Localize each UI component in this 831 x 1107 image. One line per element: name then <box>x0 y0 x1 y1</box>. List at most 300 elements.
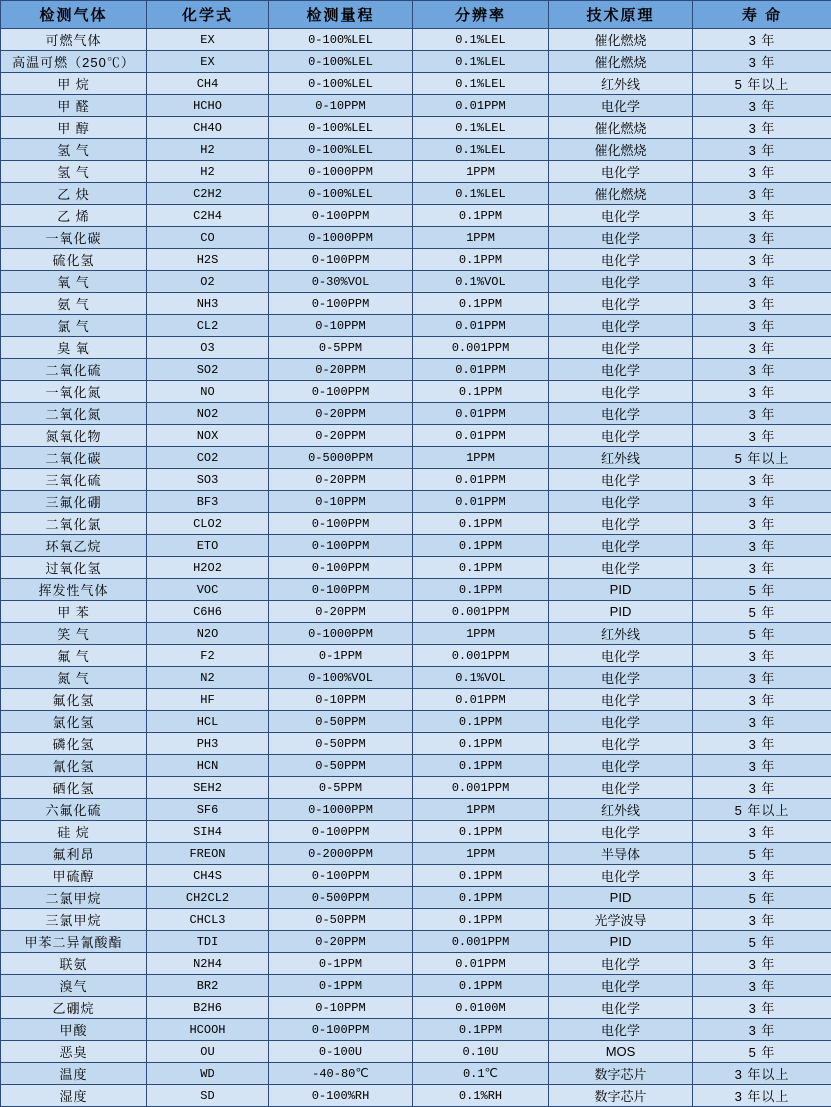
cell-chemical-formula: TDI <box>147 931 269 953</box>
cell-technology-principle: 催化燃烧 <box>549 139 693 161</box>
table-row <box>1 623 831 645</box>
cell-resolution: 0.01PPM <box>413 315 549 337</box>
cell-gas-name: 环氧乙烷 <box>1 535 147 557</box>
cell-chemical-formula: N2O <box>147 623 269 645</box>
cell-chemical-formula: SD <box>147 1085 269 1107</box>
cell-lifespan: 3 年 <box>693 821 831 843</box>
table-row <box>1 557 831 579</box>
table-row <box>1 95 831 117</box>
cell-lifespan: 3 年 <box>693 183 831 205</box>
table-row <box>1 293 831 315</box>
table-row <box>1 227 831 249</box>
cell-detection-range: 0-20PPM <box>269 469 413 491</box>
table-row <box>1 161 831 183</box>
cell-chemical-formula: C6H6 <box>147 601 269 623</box>
cell-gas-name: 氮氧化物 <box>1 425 147 447</box>
cell-technology-principle: 光学波导 <box>549 909 693 931</box>
cell-detection-range: 0-100PPM <box>269 821 413 843</box>
cell-technology-principle: 电化学 <box>549 359 693 381</box>
cell-detection-range: 0-100PPM <box>269 865 413 887</box>
cell-detection-range: 0-100%LEL <box>269 183 413 205</box>
cell-resolution: 0.1%VOL <box>413 667 549 689</box>
cell-chemical-formula: C2H4 <box>147 205 269 227</box>
cell-gas-name: 六氟化硫 <box>1 799 147 821</box>
cell-resolution: 0.01PPM <box>413 491 549 513</box>
cell-detection-range: 0-100PPM <box>269 513 413 535</box>
cell-detection-range: 0-1000PPM <box>269 623 413 645</box>
cell-lifespan: 3 年 <box>693 117 831 139</box>
table-header-row <box>1 1 831 29</box>
cell-technology-principle: 电化学 <box>549 403 693 425</box>
cell-lifespan: 5 年 <box>693 843 831 865</box>
cell-technology-principle: 电化学 <box>549 425 693 447</box>
cell-resolution: 0.1PPM <box>413 557 549 579</box>
cell-gas-name: 氯化氢 <box>1 711 147 733</box>
cell-lifespan: 5 年 <box>693 1041 831 1063</box>
cell-technology-principle: 催化燃烧 <box>549 183 693 205</box>
cell-lifespan: 3 年 <box>693 161 831 183</box>
cell-resolution: 0.01PPM <box>413 95 549 117</box>
cell-lifespan: 5 年以上 <box>693 447 831 469</box>
cell-chemical-formula: HCOOH <box>147 1019 269 1041</box>
table-row <box>1 117 831 139</box>
cell-technology-principle: 数字芯片 <box>549 1085 693 1107</box>
cell-technology-principle: 半导体 <box>549 843 693 865</box>
cell-chemical-formula: BR2 <box>147 975 269 997</box>
cell-detection-range: 0-100U <box>269 1041 413 1063</box>
cell-resolution: 0.1PPM <box>413 887 549 909</box>
cell-technology-principle: 电化学 <box>549 997 693 1019</box>
cell-chemical-formula: NOX <box>147 425 269 447</box>
cell-lifespan: 3 年 <box>693 513 831 535</box>
cell-lifespan: 5 年 <box>693 601 831 623</box>
cell-lifespan: 3 年 <box>693 315 831 337</box>
cell-chemical-formula: BF3 <box>147 491 269 513</box>
table-row <box>1 667 831 689</box>
cell-detection-range: 0-20PPM <box>269 359 413 381</box>
cell-detection-range: 0-100%LEL <box>269 73 413 95</box>
cell-technology-principle: 电化学 <box>549 865 693 887</box>
cell-lifespan: 3 年 <box>693 469 831 491</box>
cell-chemical-formula: CH4 <box>147 73 269 95</box>
table-row <box>1 645 831 667</box>
cell-lifespan: 5 年 <box>693 931 831 953</box>
cell-gas-name: 乙硼烷 <box>1 997 147 1019</box>
cell-resolution: 1PPM <box>413 161 549 183</box>
table-row <box>1 909 831 931</box>
cell-gas-name: 二氯甲烷 <box>1 887 147 909</box>
cell-chemical-formula: CLO2 <box>147 513 269 535</box>
cell-gas-name: 磷化氢 <box>1 733 147 755</box>
cell-resolution: 0.1%LEL <box>413 29 549 51</box>
cell-gas-name: 溴气 <box>1 975 147 997</box>
table-row <box>1 821 831 843</box>
table-row <box>1 579 831 601</box>
table-row <box>1 403 831 425</box>
cell-lifespan: 3 年 <box>693 425 831 447</box>
cell-resolution: 0.01PPM <box>413 359 549 381</box>
cell-resolution: 0.1PPM <box>413 579 549 601</box>
table-row <box>1 73 831 95</box>
cell-technology-principle: 催化燃烧 <box>549 29 693 51</box>
cell-lifespan: 3 年 <box>693 645 831 667</box>
cell-gas-name: 乙 烯 <box>1 205 147 227</box>
table-row <box>1 249 831 271</box>
cell-lifespan: 3 年 <box>693 205 831 227</box>
table-row <box>1 975 831 997</box>
cell-technology-principle: 电化学 <box>549 1019 693 1041</box>
cell-gas-name: 一氧化碳 <box>1 227 147 249</box>
cell-technology-principle: MOS <box>549 1041 693 1063</box>
cell-technology-principle: PID <box>549 579 693 601</box>
cell-technology-principle: 催化燃烧 <box>549 51 693 73</box>
cell-gas-name: 氢 气 <box>1 139 147 161</box>
cell-lifespan: 3 年 <box>693 51 831 73</box>
cell-lifespan: 3 年 <box>693 271 831 293</box>
cell-detection-range: 0-100%RH <box>269 1085 413 1107</box>
table-row <box>1 469 831 491</box>
cell-lifespan: 3 年 <box>693 403 831 425</box>
cell-resolution: 0.1%RH <box>413 1085 549 1107</box>
cell-lifespan: 3 年 <box>693 491 831 513</box>
cell-detection-range: 0-1PPM <box>269 953 413 975</box>
cell-chemical-formula: H2S <box>147 249 269 271</box>
cell-resolution: 0.001PPM <box>413 645 549 667</box>
cell-lifespan: 3 年 <box>693 381 831 403</box>
cell-lifespan: 3 年 <box>693 711 831 733</box>
cell-gas-name: 氟化氢 <box>1 689 147 711</box>
cell-gas-name: 氧 气 <box>1 271 147 293</box>
cell-gas-name: 氨 气 <box>1 293 147 315</box>
cell-resolution: 1PPM <box>413 799 549 821</box>
table-row <box>1 359 831 381</box>
cell-detection-range: 0-100PPM <box>269 535 413 557</box>
cell-chemical-formula: FREON <box>147 843 269 865</box>
table-row <box>1 865 831 887</box>
cell-detection-range: 0-10PPM <box>269 689 413 711</box>
cell-gas-name: 甲 苯 <box>1 601 147 623</box>
cell-resolution: 0.1PPM <box>413 381 549 403</box>
table-row <box>1 601 831 623</box>
cell-gas-name: 甲硫醇 <box>1 865 147 887</box>
cell-resolution: 0.1%VOL <box>413 271 549 293</box>
table-row <box>1 139 831 161</box>
cell-resolution: 0.01PPM <box>413 403 549 425</box>
cell-technology-principle: 电化学 <box>549 953 693 975</box>
cell-gas-name: 氰化氢 <box>1 755 147 777</box>
cell-resolution: 0.1PPM <box>413 293 549 315</box>
column-header-principle: 技术原理 <box>549 1 693 29</box>
cell-detection-range: 0-100PPM <box>269 249 413 271</box>
cell-lifespan: 3 年 <box>693 777 831 799</box>
cell-chemical-formula: B2H6 <box>147 997 269 1019</box>
cell-detection-range: 0-100PPM <box>269 205 413 227</box>
cell-detection-range: 0-2000PPM <box>269 843 413 865</box>
cell-resolution: 0.1%LEL <box>413 73 549 95</box>
cell-technology-principle: 电化学 <box>549 711 693 733</box>
cell-lifespan: 3 年 <box>693 29 831 51</box>
cell-chemical-formula: VOC <box>147 579 269 601</box>
cell-resolution: 1PPM <box>413 843 549 865</box>
cell-lifespan: 3 年以上 <box>693 1085 831 1107</box>
cell-detection-range: 0-100PPM <box>269 579 413 601</box>
cell-resolution: 0.1PPM <box>413 865 549 887</box>
cell-technology-principle: 电化学 <box>549 491 693 513</box>
table-row <box>1 1041 831 1063</box>
cell-technology-principle: 电化学 <box>549 689 693 711</box>
cell-chemical-formula: HF <box>147 689 269 711</box>
cell-lifespan: 3 年 <box>693 359 831 381</box>
cell-resolution: 0.1PPM <box>413 513 549 535</box>
cell-resolution: 0.1%LEL <box>413 139 549 161</box>
cell-detection-range: 0-50PPM <box>269 909 413 931</box>
cell-chemical-formula: H2 <box>147 161 269 183</box>
cell-chemical-formula: CH2CL2 <box>147 887 269 909</box>
cell-chemical-formula: CHCL3 <box>147 909 269 931</box>
table-row <box>1 887 831 909</box>
cell-gas-name: 联氨 <box>1 953 147 975</box>
table-row <box>1 535 831 557</box>
cell-chemical-formula: EX <box>147 29 269 51</box>
column-header-lifespan: 寿 命 <box>693 1 831 29</box>
cell-technology-principle: 电化学 <box>549 315 693 337</box>
cell-resolution: 0.001PPM <box>413 777 549 799</box>
table-row <box>1 777 831 799</box>
cell-gas-name: 硅 烷 <box>1 821 147 843</box>
table-row <box>1 1085 831 1107</box>
cell-gas-name: 温度 <box>1 1063 147 1085</box>
cell-detection-range: 0-1000PPM <box>269 227 413 249</box>
cell-detection-range: 0-1PPM <box>269 645 413 667</box>
cell-gas-name: 硒化氢 <box>1 777 147 799</box>
cell-gas-name: 氟利昂 <box>1 843 147 865</box>
cell-chemical-formula: N2 <box>147 667 269 689</box>
table-header <box>1 1 831 29</box>
cell-technology-principle: 红外线 <box>549 73 693 95</box>
cell-chemical-formula: HCN <box>147 755 269 777</box>
cell-detection-range: 0-100%LEL <box>269 29 413 51</box>
table-row <box>1 997 831 1019</box>
cell-gas-name: 硫化氢 <box>1 249 147 271</box>
cell-chemical-formula: O2 <box>147 271 269 293</box>
cell-lifespan: 3 年 <box>693 755 831 777</box>
cell-detection-range: 0-1000PPM <box>269 799 413 821</box>
cell-gas-name: 甲酸 <box>1 1019 147 1041</box>
cell-chemical-formula: CL2 <box>147 315 269 337</box>
table-row <box>1 381 831 403</box>
table-row <box>1 843 831 865</box>
cell-gas-name: 甲 醇 <box>1 117 147 139</box>
cell-technology-principle: 电化学 <box>549 381 693 403</box>
cell-gas-name: 乙 炔 <box>1 183 147 205</box>
table-body <box>1 29 831 1107</box>
cell-lifespan: 3 年 <box>693 997 831 1019</box>
table-row <box>1 271 831 293</box>
cell-technology-principle: 电化学 <box>549 821 693 843</box>
cell-gas-name: 湿度 <box>1 1085 147 1107</box>
table-row <box>1 425 831 447</box>
cell-resolution: 0.1PPM <box>413 755 549 777</box>
cell-technology-principle: PID <box>549 887 693 909</box>
cell-chemical-formula: SIH4 <box>147 821 269 843</box>
cell-technology-principle: 电化学 <box>549 161 693 183</box>
cell-lifespan: 3 年 <box>693 975 831 997</box>
table-row <box>1 337 831 359</box>
cell-lifespan: 5 年以上 <box>693 799 831 821</box>
cell-resolution: 0.01PPM <box>413 689 549 711</box>
column-header-gas: 检测气体 <box>1 1 147 29</box>
cell-detection-range: 0-20PPM <box>269 931 413 953</box>
cell-chemical-formula: PH3 <box>147 733 269 755</box>
cell-detection-range: 0-100PPM <box>269 1019 413 1041</box>
cell-technology-principle: 电化学 <box>549 271 693 293</box>
cell-detection-range: -40-80℃ <box>269 1063 413 1085</box>
cell-resolution: 0.0100M <box>413 997 549 1019</box>
cell-chemical-formula: H2O2 <box>147 557 269 579</box>
table-row <box>1 513 831 535</box>
table-row <box>1 733 831 755</box>
table-row <box>1 953 831 975</box>
cell-gas-name: 可燃气体 <box>1 29 147 51</box>
cell-gas-name: 过氧化氢 <box>1 557 147 579</box>
cell-lifespan: 3 年 <box>693 667 831 689</box>
cell-gas-name: 二氧化氯 <box>1 513 147 535</box>
cell-detection-range: 0-10PPM <box>269 315 413 337</box>
cell-lifespan: 3 年 <box>693 95 831 117</box>
cell-technology-principle: 电化学 <box>549 95 693 117</box>
cell-detection-range: 0-100%LEL <box>269 139 413 161</box>
cell-lifespan: 3 年 <box>693 689 831 711</box>
cell-gas-name: 臭 氧 <box>1 337 147 359</box>
cell-resolution: 0.1%LEL <box>413 51 549 73</box>
cell-chemical-formula: CO <box>147 227 269 249</box>
cell-gas-name: 氟 气 <box>1 645 147 667</box>
cell-detection-range: 0-100%LEL <box>269 51 413 73</box>
cell-technology-principle: 电化学 <box>549 975 693 997</box>
cell-detection-range: 0-20PPM <box>269 403 413 425</box>
cell-detection-range: 0-500PPM <box>269 887 413 909</box>
cell-chemical-formula: CO2 <box>147 447 269 469</box>
cell-gas-name: 氯 气 <box>1 315 147 337</box>
cell-lifespan: 5 年 <box>693 579 831 601</box>
table-row <box>1 755 831 777</box>
cell-resolution: 0.1%LEL <box>413 117 549 139</box>
cell-gas-name: 三氧化硫 <box>1 469 147 491</box>
cell-lifespan: 3 年以上 <box>693 1063 831 1085</box>
cell-gas-name: 甲 醛 <box>1 95 147 117</box>
cell-resolution: 1PPM <box>413 227 549 249</box>
cell-resolution: 0.001PPM <box>413 601 549 623</box>
cell-technology-principle: 电化学 <box>549 557 693 579</box>
cell-technology-principle: 红外线 <box>549 447 693 469</box>
cell-chemical-formula: OU <box>147 1041 269 1063</box>
cell-gas-name: 高温可燃（250℃） <box>1 51 147 73</box>
cell-resolution: 0.1PPM <box>413 711 549 733</box>
cell-resolution: 0.1%LEL <box>413 183 549 205</box>
cell-technology-principle: 催化燃烧 <box>549 117 693 139</box>
cell-resolution: 0.1PPM <box>413 733 549 755</box>
cell-technology-principle: 电化学 <box>549 513 693 535</box>
cell-lifespan: 5 年 <box>693 623 831 645</box>
cell-detection-range: 0-50PPM <box>269 711 413 733</box>
cell-resolution: 1PPM <box>413 623 549 645</box>
cell-detection-range: 0-10PPM <box>269 997 413 1019</box>
cell-detection-range: 0-50PPM <box>269 755 413 777</box>
cell-lifespan: 3 年 <box>693 1019 831 1041</box>
cell-lifespan: 3 年 <box>693 953 831 975</box>
cell-technology-principle: 电化学 <box>549 777 693 799</box>
cell-detection-range: 0-100%VOL <box>269 667 413 689</box>
cell-gas-name: 二氧化氮 <box>1 403 147 425</box>
cell-detection-range: 0-100PPM <box>269 557 413 579</box>
cell-resolution: 0.1PPM <box>413 205 549 227</box>
cell-resolution: 0.01PPM <box>413 425 549 447</box>
cell-detection-range: 0-20PPM <box>269 601 413 623</box>
table-row <box>1 689 831 711</box>
cell-resolution: 0.1PPM <box>413 535 549 557</box>
cell-technology-principle: 红外线 <box>549 799 693 821</box>
cell-technology-principle: 电化学 <box>549 293 693 315</box>
cell-detection-range: 0-5000PPM <box>269 447 413 469</box>
cell-gas-name: 二氧化碳 <box>1 447 147 469</box>
cell-chemical-formula: WD <box>147 1063 269 1085</box>
cell-technology-principle: 电化学 <box>549 337 693 359</box>
cell-detection-range: 0-1000PPM <box>269 161 413 183</box>
cell-resolution: 0.1PPM <box>413 1019 549 1041</box>
cell-lifespan: 3 年 <box>693 227 831 249</box>
cell-detection-range: 0-1PPM <box>269 975 413 997</box>
cell-resolution: 0.10U <box>413 1041 549 1063</box>
table-row <box>1 447 831 469</box>
cell-technology-principle: PID <box>549 601 693 623</box>
cell-technology-principle: 电化学 <box>549 667 693 689</box>
cell-chemical-formula: N2H4 <box>147 953 269 975</box>
cell-chemical-formula: O3 <box>147 337 269 359</box>
cell-technology-principle: 电化学 <box>549 733 693 755</box>
table-row <box>1 205 831 227</box>
cell-resolution: 0.1℃ <box>413 1063 549 1085</box>
cell-gas-name: 氢 气 <box>1 161 147 183</box>
table-row <box>1 315 831 337</box>
cell-resolution: 0.1PPM <box>413 821 549 843</box>
table-row <box>1 711 831 733</box>
cell-chemical-formula: EX <box>147 51 269 73</box>
cell-chemical-formula: H2 <box>147 139 269 161</box>
cell-gas-name: 一氧化氮 <box>1 381 147 403</box>
cell-lifespan: 3 年 <box>693 535 831 557</box>
cell-technology-principle: 电化学 <box>549 645 693 667</box>
cell-detection-range: 0-100%LEL <box>269 117 413 139</box>
cell-lifespan: 3 年 <box>693 337 831 359</box>
cell-chemical-formula: NO <box>147 381 269 403</box>
cell-lifespan: 3 年 <box>693 733 831 755</box>
cell-chemical-formula: ETO <box>147 535 269 557</box>
cell-chemical-formula: SO2 <box>147 359 269 381</box>
cell-chemical-formula: SEH2 <box>147 777 269 799</box>
cell-lifespan: 3 年 <box>693 249 831 271</box>
cell-lifespan: 3 年 <box>693 293 831 315</box>
cell-gas-name: 挥发性气体 <box>1 579 147 601</box>
cell-resolution: 0.1PPM <box>413 909 549 931</box>
cell-gas-name: 二氧化硫 <box>1 359 147 381</box>
cell-lifespan: 3 年 <box>693 139 831 161</box>
cell-lifespan: 3 年 <box>693 909 831 931</box>
cell-technology-principle: 电化学 <box>549 755 693 777</box>
column-header-formula: 化学式 <box>147 1 269 29</box>
cell-detection-range: 0-10PPM <box>269 95 413 117</box>
cell-technology-principle: 电化学 <box>549 469 693 491</box>
cell-resolution: 1PPM <box>413 447 549 469</box>
